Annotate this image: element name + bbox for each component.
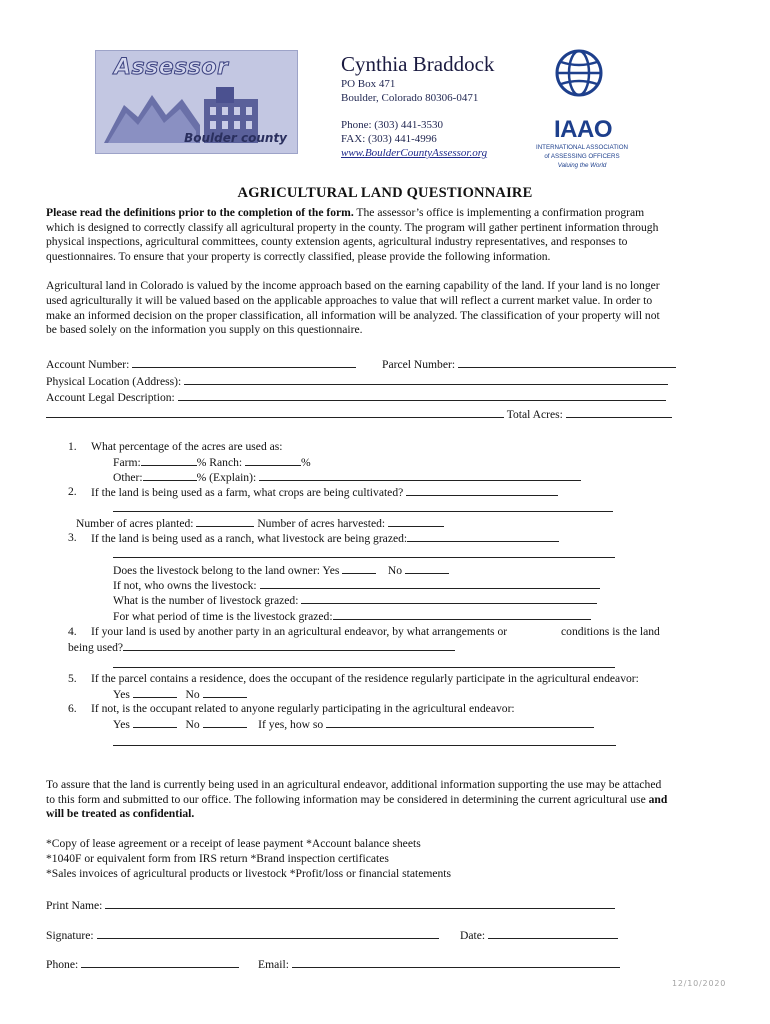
signature-row (46, 927, 439, 943)
intro-line-1-rest: The assessor’s office is implementing a confirmation program (353, 206, 645, 219)
documents-row-3: *Sales invoices of agricultural products or livestock *Profit/loss or financial statements (46, 867, 452, 880)
q6-answer-row (113, 716, 594, 732)
account-number-row (46, 356, 356, 372)
intro-line-3: physical inspections, agricultural committees, county extension agents, agricultural industry representatives, and responses to (46, 235, 628, 248)
assessor-name: Cynthia Braddock (341, 52, 495, 76)
logo-county: Boulder county (184, 131, 287, 145)
confidential-line-2a: to this form and submitted to our office. The following information may be considered in determining the current agricultural use (46, 793, 649, 806)
date-field[interactable] (488, 927, 618, 939)
q2-text: If the land is being used as a farm, what crops are being cultivated? (91, 486, 404, 499)
account-number-label: Account Number: (46, 358, 130, 371)
confidential-line-3: will be treated as confidential. (46, 807, 195, 820)
period-field[interactable] (333, 608, 591, 620)
livestock-field-2[interactable] (113, 545, 615, 558)
q6-yes-label: Yes (113, 718, 130, 731)
q5-answer-row (113, 686, 247, 702)
legal-description-field[interactable] (178, 389, 666, 401)
ranch-label: Ranch: (209, 456, 243, 469)
explain-label: % (Explain): (196, 471, 257, 484)
farm-label: Farm: (113, 456, 141, 469)
owner-field[interactable] (260, 577, 600, 589)
q3-period-row (113, 608, 591, 624)
crops-field-2[interactable] (113, 499, 613, 512)
parcel-number-field[interactable] (458, 356, 676, 368)
date-row (460, 927, 618, 943)
other-percent-field[interactable] (143, 469, 197, 481)
confidential-line-2b: and (648, 793, 668, 806)
legal-description-label: Account Legal Description: (46, 391, 175, 404)
q4-text: If your land is used by another party in an agricultural endeavor, by what arrangements or (91, 625, 508, 638)
owner-label: If not, who owns the livestock: (113, 579, 257, 592)
q1-number: 1. (68, 440, 77, 453)
iaao-line2: of ASSESSING OFFICERS (544, 153, 620, 160)
parcel-number-row (382, 356, 676, 372)
q2-row (91, 484, 558, 500)
intro-bold-lead: Please read the definitions prior to the completion of the form. (46, 206, 354, 219)
livestock-field[interactable] (407, 530, 559, 542)
date-label: Date: (460, 929, 486, 942)
other-label: Other: (113, 471, 143, 484)
signature-label: Signature: (46, 929, 94, 942)
q5-no-label: No (185, 688, 200, 701)
belong-label: Does the livestock belong to the land owner: (113, 564, 321, 577)
how-so-field-2[interactable] (113, 733, 616, 746)
physical-location-field[interactable] (184, 373, 668, 385)
belong-no-label: No (387, 564, 403, 577)
q3-number: 3. (68, 531, 77, 544)
print-name-row (46, 897, 615, 913)
iaao-line1: INTERNATIONAL ASSOCIATION (535, 144, 629, 151)
print-name-label: Print Name: (46, 899, 103, 912)
q1-text: What percentage of the acres are used as: (91, 440, 283, 453)
livestock-number-field[interactable] (301, 592, 597, 604)
belong-yes-field[interactable] (342, 562, 376, 574)
q3-belong-row (113, 562, 449, 578)
iaao-globe-icon (555, 49, 603, 97)
farm-pct-sign: % (196, 456, 207, 469)
q5-yes-field[interactable] (133, 686, 177, 698)
documents-row-2: *1040F or equivalent form from IRS return *Brand inspection certificates (46, 852, 389, 865)
phone-row (46, 956, 239, 972)
assessor-logo (95, 50, 298, 154)
acres-planted-label: Number of acres planted: (76, 517, 194, 530)
q4-row-2 (68, 639, 455, 655)
iaao-tagline: Valuing the World (557, 162, 607, 169)
acres-harvested-label: Number of acres harvested: (257, 517, 386, 530)
ranch-pct-sign: % (301, 456, 311, 469)
confidential-line-2 (46, 792, 667, 807)
q3-owner-row (113, 577, 600, 593)
q6-no-label: No (185, 718, 200, 731)
q4-text-end: conditions is the land (561, 625, 660, 638)
farm-percent-field[interactable] (141, 454, 197, 466)
intro-line-2: which is designed to correctly classify all agricultural property in the county. The program will gather pertinent information through (46, 221, 659, 234)
phone-label: Phone: (46, 958, 79, 971)
email-row (258, 956, 620, 972)
q4-text-2: being used? (68, 641, 124, 654)
legal-description-row (46, 389, 666, 405)
po-box: PO Box 471 (341, 78, 396, 90)
q2-acres-row (76, 515, 444, 531)
signature-field[interactable] (97, 927, 439, 939)
explain-field[interactable] (259, 469, 581, 481)
email-field[interactable] (292, 956, 620, 968)
valuation-line-1: Agricultural land in Colorado is valued by the income approach based on the earning capability of the land. If your land is no longer (46, 279, 660, 292)
parcel-number-label: Parcel Number: (382, 358, 456, 371)
q6-yes-field[interactable] (133, 716, 177, 728)
footer-date: 12/10/2020 (672, 979, 727, 988)
ranch-percent-field[interactable] (245, 454, 301, 466)
valuation-line-4: be based solely on the information you supply on this questionnaire. (46, 323, 363, 336)
q5-text: If the parcel contains a residence, does the occupant of the residence regularly participate in the agricultural endeavor: (91, 672, 639, 685)
q6-no-field[interactable] (203, 716, 247, 728)
physical-location-label: Physical Location (Address): (46, 375, 182, 388)
livestock-number-label: What is the number of livestock grazed: (113, 594, 299, 607)
q3-text: If the land is being used as a ranch, what livestock are being grazed: (91, 532, 408, 545)
email-label: Email: (258, 958, 289, 971)
how-so-label: If yes, how so (258, 718, 324, 731)
valuation-line-2: used agriculturally it will be valued based on the applicable approaches to value that will reflect a current market value. In order to (46, 294, 653, 307)
intro-line-1 (46, 205, 644, 220)
valuation-line-3: make an informed decision on the proper classification, all information will be analyzed. The classification of your property will not (46, 309, 660, 322)
arrangement-field[interactable] (123, 639, 455, 651)
phone-field[interactable] (81, 956, 239, 968)
q5-yes-label: Yes (113, 688, 130, 701)
total-acres-row (46, 406, 672, 422)
total-acres-label: Total Acres: (506, 408, 563, 421)
q5-no-field[interactable] (203, 686, 247, 698)
q6-text: If not, is the occupant related to anyone regularly participating in the agricultural endeavor: (91, 702, 515, 715)
q3-row (91, 530, 559, 546)
print-name-field[interactable] (105, 897, 615, 909)
account-number-field[interactable] (132, 356, 356, 368)
fax-number: FAX: (303) 441-4996 (341, 133, 437, 145)
acres-harvested-field[interactable] (388, 515, 444, 527)
page-title: AGRICULTURAL LAND QUESTIONNAIRE (237, 185, 533, 201)
confidential-line-1: To assure that the land is currently being used in an agricultural endeavor, additional information supporting the use may be attached (46, 778, 662, 791)
q1-other-row (113, 469, 581, 485)
q3-number-row (113, 592, 597, 608)
documents-row-1: *Copy of lease agreement or a receipt of lease payment *Account balance sheets (46, 837, 421, 850)
legal-description-field-2[interactable] (46, 406, 504, 418)
q2-number: 2. (68, 485, 77, 498)
total-acres-field[interactable] (566, 406, 672, 418)
period-label: For what period of time is the livestock grazed: (113, 610, 333, 623)
belong-yes-label: Yes (322, 564, 340, 577)
physical-location-row (46, 373, 668, 389)
intro-line-4: questionnaires. To ensure that your property is correctly classified, please provide the following information. (46, 250, 551, 263)
acres-planted-field[interactable] (196, 515, 254, 527)
crops-field[interactable] (406, 484, 558, 496)
iaao-name: IAAO (554, 116, 612, 143)
how-so-field[interactable] (326, 716, 594, 728)
logo-title: Assessor (114, 55, 229, 80)
q4-number: 4. (68, 625, 77, 638)
website-link[interactable]: www.BoulderCountyAssessor.org (341, 147, 488, 159)
belong-no-field[interactable] (405, 562, 449, 574)
q6-number: 6. (68, 702, 77, 715)
q1-farm-ranch-row (113, 454, 311, 470)
arrangement-field-2[interactable] (113, 655, 615, 668)
phone-number: Phone: (303) 441-3530 (341, 119, 444, 131)
q5-number: 5. (68, 672, 77, 685)
city: Boulder, Colorado 80306-0471 (341, 92, 479, 104)
